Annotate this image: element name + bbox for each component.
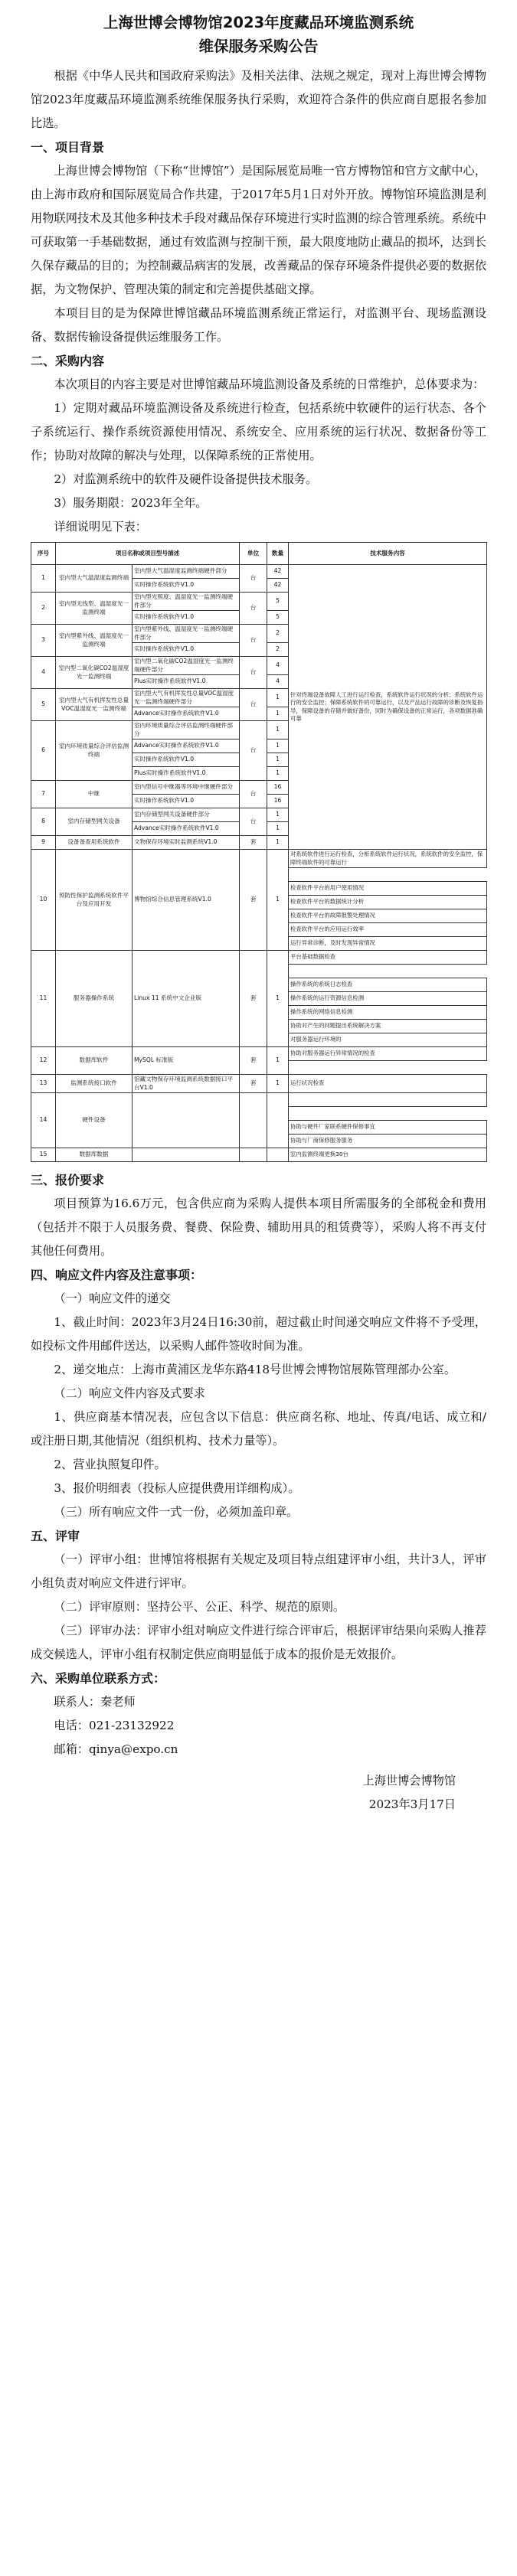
tech-group-platform-item: 检查软件平台的用户使用情况 <box>289 882 487 896</box>
tech-group-hardware-item: 室内监测终端更换30台 <box>289 1148 487 1162</box>
cell-description: 实时操作系统软件V1.0 <box>133 643 240 657</box>
cell-description: MySQL 标准版 <box>133 1047 240 1075</box>
section-2-paragraph-3: 2）对监测系统中的软件及硬件设备提供技术服务。 <box>54 472 318 486</box>
cell-item-name: 硬件设备 <box>56 1093 133 1148</box>
tech-group-platform-item: 运行异常诊断，及时发现异常情况 <box>289 937 487 951</box>
cell-item-name: 数据库数据 <box>56 1148 133 1162</box>
cell-item-name: 室内存储型网关设备 <box>56 808 133 836</box>
cell-item-name: 室内型大气有机挥发性总量VOC温湿度光一监测终端 <box>56 689 133 721</box>
cell-description: 实时操作系统软件V1.0 <box>133 611 240 625</box>
section-5-paragraph-3: （三）评审办法：评审小组对响应文件进行综合评审后，根据评审结果向采购人推荐成交候选人，评审小组有权制定供应商明显低于成本的报价是无效报价。 <box>31 1624 486 1661</box>
cell-number: 10 <box>31 850 56 951</box>
tech-group-hardware-item: 协助与厂商保修服务服务 <box>289 1135 487 1148</box>
cell-unit: 套 <box>240 951 267 1047</box>
cell-unit: 台 <box>240 593 267 625</box>
cell-unit: 套 <box>240 1075 267 1093</box>
section-4-b2: 2、营业执照复印件。 <box>54 1458 166 1471</box>
cell-number: 5 <box>31 689 56 721</box>
cell-quantity: 1 <box>267 753 289 767</box>
contact-person: 联系人：秦老师 <box>54 1695 136 1709</box>
section-2-heading: 二、采购内容 <box>31 354 105 368</box>
cell-quantity: 1 <box>267 1047 289 1075</box>
cell-item-name: 室内型无线型、温湿度光一监测终端 <box>56 593 133 625</box>
tech-group-os-item: 操作系统的运行资源信息检测 <box>289 992 487 1006</box>
cell-quantity: 1 <box>267 808 289 822</box>
cell-description: 室内型大气有机挥发性总量VOC温湿度光一监测终端硬件部分 <box>133 689 240 707</box>
section-6-heading: 六、采购单位联系方式： <box>31 1671 166 1686</box>
tech-group-platform-item: 检查软件平台的故障报警处理情况 <box>289 909 487 923</box>
cell-quantity <box>267 1093 289 1148</box>
header-item-name: 项目名称或项目型号描述 <box>56 543 240 565</box>
cell-item-name: 设备备查用系统软件 <box>56 836 133 850</box>
cell-description: 博物馆综合信息管理系统V1.0 <box>133 850 240 951</box>
cell-item-name: 室内型紫外线、温湿度光一监测终端 <box>56 625 133 657</box>
tech-group-interface <box>289 1093 487 1107</box>
section-1-heading: 一、项目背景 <box>31 140 105 155</box>
cell-unit <box>240 1093 267 1148</box>
cell-unit: 台 <box>240 781 267 808</box>
cell-quantity: 16 <box>267 781 289 795</box>
section-3-paragraph: 项目预算为16.6万元，包含供应商为采购人提供本项目所需服务的全部税金和费用（包括并不限于人员服务费、餐费、保险费、辅助用具的租赁费等），采购人将不再支付其他任何费用。 <box>31 1197 486 1258</box>
tech-group-os-item: 操作系统的网络信息检测 <box>289 1006 487 1020</box>
cell-description: 室内环境质量综合评估监测终端硬件部分 <box>133 721 240 739</box>
tech-group-os-item: 协助对产生的问题提出系统解决方案 <box>289 1020 487 1033</box>
cell-number: 11 <box>31 951 56 1047</box>
cell-quantity: 1 <box>267 721 289 739</box>
tech-group-os-item: 对服务器运行环境的 <box>289 1033 487 1047</box>
cell-description: 文物保存环境实时监测系统V1.0 <box>133 836 240 850</box>
section-4-sub-a: （一）响应文件的递交 <box>54 1291 171 1305</box>
cell-quantity: 1 <box>267 836 289 850</box>
cell-item-name: 预防性保护监测系统软件平台及应用开发 <box>56 850 133 951</box>
cell-item-name: 服务器操作系统 <box>56 951 133 1047</box>
cell-description: 馆藏文物保存环境监测系统数据接口平台V1.0 <box>133 1075 240 1093</box>
tech-group-database-item: 运行状况检查 <box>289 1075 487 1093</box>
cell-unit: 台 <box>240 689 267 721</box>
signature-org: 上海世博会博物馆 <box>362 1774 456 1788</box>
cell-unit: 台 <box>240 625 267 657</box>
cell-description: Advance实时操作系统软件V1.0 <box>133 739 240 753</box>
cell-unit: 套 <box>240 1047 267 1075</box>
title-line-2: 维保服务采购公告 <box>198 38 319 55</box>
cell-unit <box>240 1148 267 1162</box>
section-5-paragraph-1: （一）评审小组：世博馆将根据有关规定及项目特点组建评审小组，共计3人，评审小组负责对响应文件进行评审。 <box>31 1552 486 1590</box>
cell-quantity: 1 <box>267 850 289 951</box>
cell-description: 室内存储型网关设备硬件部分 <box>133 808 240 822</box>
table-header-row <box>31 543 487 565</box>
cell-number: 9 <box>31 836 56 850</box>
tech-group-platform-item: 平台基础数据检查 <box>289 951 487 965</box>
cell-quantity: 4 <box>267 657 289 675</box>
cell-number: 1 <box>31 565 56 593</box>
tech-group-hardware-item: 协助与硬件厂家联系硬件保修事宜 <box>289 1121 487 1135</box>
tech-group-platform-item: 检查软件平台的应用运行效率 <box>289 923 487 937</box>
table-row <box>31 1047 487 1061</box>
cell-unit: 台 <box>240 808 267 836</box>
section-1-paragraph-1: 上海世博会博物馆（下称“世博馆”）是国际展览局唯一官方博物馆和官方文献中心，由上海市政府和国际展览局合作共建，于2017年5月1日对外开放。博物馆环境监测是利用物联网技术及其他多种技术手段对藏品保存环境进行实时监测的综合管理系统。系统中可获取第一手基础数据，通过有效监测与控制干预，最大限度地防止藏品的损坏，达到长久保存藏品的目的；为控制藏品病害的发展，改善藏品的保存环境条件提供必要的数据依据，为文物保护、管理决策的制定和完善提供基础文撑。 <box>31 164 486 296</box>
header-qty: 数量 <box>267 543 289 565</box>
cell-description: Advance实时操作系统软件V1.0 <box>133 707 240 721</box>
section-2-paragraph-4: 3）服务期限：2023年全年。 <box>54 496 208 510</box>
table-row <box>31 1075 487 1093</box>
cell-item-name: 室内环境质量综合评估监测终端 <box>56 721 133 781</box>
cell-description <box>133 1093 240 1148</box>
cell-number: 15 <box>31 1148 56 1162</box>
section-2-paragraph-2: 1）定期对藏品环境监测设备及系统进行检查，包括系统中软硬件的运行状态、各个子系统运行、操作系统资源使用情况、系统安全、应用系统的运行状况、数据备份等工作；协助对故障的解决与处理，以保障系统的正常使用。 <box>31 401 486 462</box>
cell-item-name: 室内型大气温湿度监测终端 <box>56 565 133 593</box>
table-row <box>31 1093 487 1107</box>
section-3-heading: 三、报价要求 <box>31 1173 105 1187</box>
intro-paragraph: 根据《中华人民共和国政府采购法》及相关法律、法规之规定，现对上海世博会博物馆2023年度藏品环境监测系统维保服务执行采购，欢迎符合条件的供应商自愿报名参加比选。 <box>31 69 486 130</box>
contact-phone: 电话：021-23132922 <box>54 1719 175 1732</box>
cell-item-name: 室内型二氧化碳CO2温湿度光一监测终端 <box>56 657 133 689</box>
section-2-paragraph-1: 本次项目的内容主要是对世博馆藏品环境监测设备及系统的日常维护，总体要求为： <box>54 377 485 391</box>
cell-quantity: 2 <box>267 643 289 657</box>
table-row <box>31 951 487 965</box>
cell-quantity: 4 <box>267 675 289 689</box>
table-row <box>31 565 487 579</box>
cell-item-name: 监测系统接口软件 <box>56 1075 133 1093</box>
cell-quantity: 1 <box>267 689 289 707</box>
section-4-b1: 1、供应商基本情况表，应包含以下信息：供应商名称、地址、传真/电话、成立和/或注册日期,其他情况（组织机构、技术力量等）。 <box>31 1410 486 1448</box>
cell-quantity: 1 <box>267 739 289 753</box>
section-4-a1: 1、截止时间：2023年3月24日16:30前，超过截止时间递交响应文件将不予受理，如投标文件用邮件送达，以采购人邮件签收时间为准。 <box>31 1315 486 1353</box>
cell-number: 3 <box>31 625 56 657</box>
cell-item-name: 数据库软件 <box>56 1047 133 1075</box>
tech-group-os-item: 协助对服务器运行异常情况的检查 <box>289 1047 487 1061</box>
cell-quantity: 16 <box>267 795 289 808</box>
cell-description: Advance实时操作系统软件V1.0 <box>133 822 240 836</box>
cell-quantity: 42 <box>267 579 289 593</box>
cell-description: 实时操作系统软件V1.0 <box>133 579 240 593</box>
cell-unit: 台 <box>240 721 267 781</box>
section-4-sub-b: （二）响应文件内容及式要求 <box>54 1386 205 1400</box>
cell-description: Linux 11 系统中文企业版 <box>133 951 240 1047</box>
section-1-paragraph-2: 本项目目的是为保障世博馆藏品环境监测系统正常运行，对监测平台、现场监测设备、数据传输设备提供运维服务工作。 <box>31 306 486 344</box>
cell-description: 室内型二氧化碳CO2温湿度光一监测终端硬件部分 <box>133 657 240 675</box>
title-line-1: 上海世博会博物馆2023年度藏品环境监测系统 <box>103 14 414 31</box>
signature-date: 2023年3月17日 <box>368 1797 456 1811</box>
cell-number: 4 <box>31 657 56 689</box>
section-4-sub-c: （三）所有响应文件一式一份，必须加盖印章。 <box>54 1505 299 1519</box>
cell-description: 室内型信号中继器等环境中继硬件部分 <box>133 781 240 795</box>
tech-group-devices: 针对终端设备故障人工进行运行检查，系统软件运行状况的分析；系统软件运行的安全监控；保障系统软件的可靠运行，以及产品运行故障的诊断及恢复指导，保障设备的存储并做好备份，同时为确保设备的正常运行，各项数据准确可靠 <box>289 565 487 850</box>
tech-group-software: 对系统软件进行运行检查，分析系统软件运行状况，系统软件的安全监控，保障终端软件的可靠运行 <box>289 850 487 868</box>
cell-unit: 套 <box>240 850 267 951</box>
cell-description: Plus实时操作系统软件V1.0 <box>133 767 240 781</box>
cell-quantity: 1 <box>267 707 289 721</box>
cell-number: 8 <box>31 808 56 836</box>
cell-number: 13 <box>31 1075 56 1093</box>
section-4-b3: 3、报价明细表（投标人应提供费用详细构成）。 <box>54 1481 300 1495</box>
cell-number: 12 <box>31 1047 56 1075</box>
cell-description: 室内型紫外线、温湿度光一监测终端硬件部分 <box>133 625 240 643</box>
tech-group-os-item: 操作系统的系统日志检查 <box>289 978 487 992</box>
contact-email: 邮箱：qinya@expo.cn <box>54 1742 178 1756</box>
cell-description: Plus实时操作系统软件V1.0 <box>133 675 240 689</box>
section-4-heading: 四、响应文件内容及注意事项： <box>31 1268 203 1282</box>
cell-number: 2 <box>31 593 56 625</box>
cell-quantity: 1 <box>267 951 289 1047</box>
cell-quantity: 2 <box>267 625 289 643</box>
cell-description: 实时操作系统软件V1.0 <box>133 753 240 767</box>
cell-number: 14 <box>31 1093 56 1148</box>
cell-quantity: 5 <box>267 611 289 625</box>
header-unit: 单位 <box>240 543 267 565</box>
section-5-paragraph-2: （二）评审原则：坚持公平、公正、科学、规范的原则。 <box>54 1600 345 1614</box>
header-tech-service: 技术服务内容 <box>289 543 487 565</box>
cell-description: 室内型光照度、温湿度光一监测终端硬件部分 <box>133 593 240 611</box>
section-2-paragraph-5: 详细说明见下表： <box>54 520 147 534</box>
announcement-document <box>31 11 486 1817</box>
cell-number: 6 <box>31 721 56 781</box>
cell-quantity <box>267 1148 289 1162</box>
service-items-table <box>31 542 487 1162</box>
section-5-heading: 五、评审 <box>31 1529 80 1543</box>
cell-quantity: 42 <box>267 565 289 579</box>
table-row <box>31 850 487 868</box>
cell-item-name: 中继 <box>56 781 133 808</box>
cell-description: 室内型大气温湿度监测终端硬件部分 <box>133 565 240 579</box>
cell-quantity: 5 <box>267 593 289 611</box>
header-no: 序号 <box>31 543 56 565</box>
cell-description <box>133 1148 240 1162</box>
cell-quantity: 1 <box>267 767 289 781</box>
tech-group-platform-item: 检查软件平台的数据统计分析 <box>289 896 487 909</box>
cell-number: 7 <box>31 781 56 808</box>
table-row <box>31 1148 487 1162</box>
cell-description: 实时操作系统软件V1.0 <box>133 795 240 808</box>
cell-unit: 台 <box>240 565 267 593</box>
cell-quantity: 1 <box>267 1075 289 1093</box>
cell-unit: 台 <box>240 657 267 689</box>
cell-unit: 套 <box>240 836 267 850</box>
section-4-a2: 2、递交地点：上海市黄浦区龙华东路418号世博会博物馆展陈管理部办公室。 <box>54 1363 456 1376</box>
cell-quantity: 1 <box>267 822 289 836</box>
